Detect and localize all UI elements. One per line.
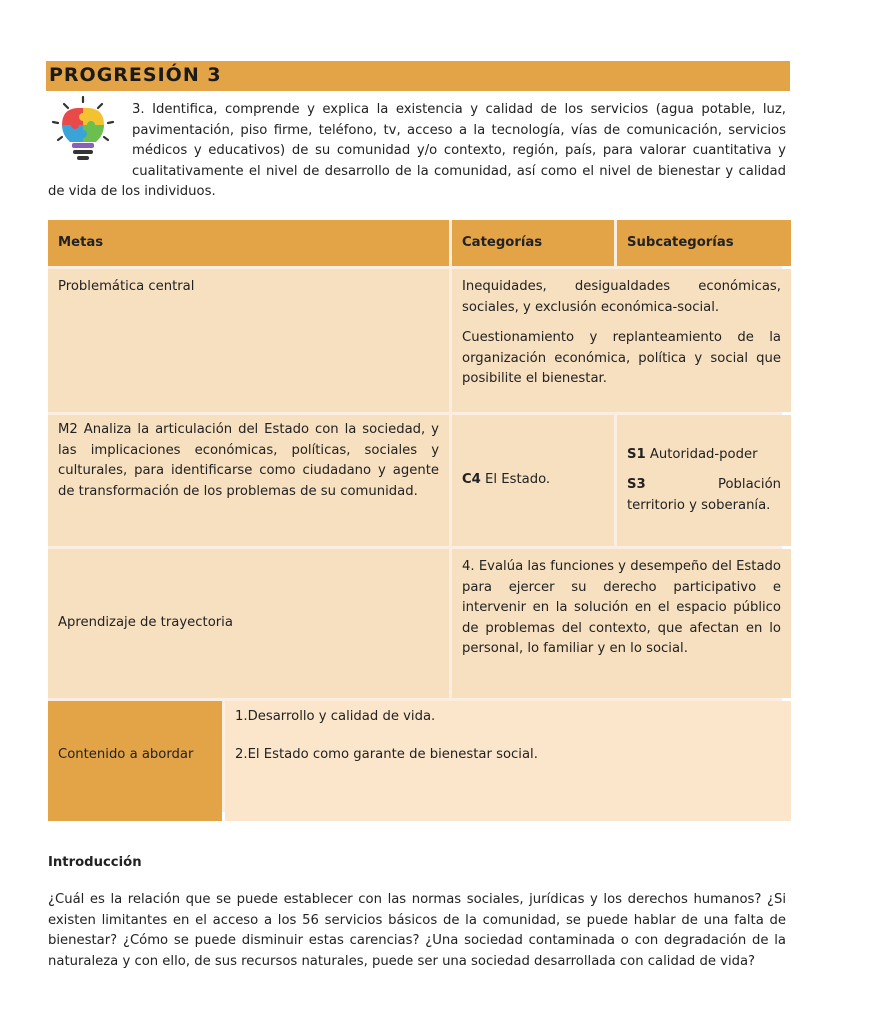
progression-table (48, 220, 782, 812)
aprendizaje-label: Aprendizaje de trayectoria (48, 549, 449, 698)
categoria-c4 (452, 415, 614, 546)
header-subcategorias: Subcategorías (617, 220, 791, 266)
contenido-item: 2.El Estado como garante de bienestar social. (235, 746, 538, 762)
introduccion-heading: Introducción (48, 855, 142, 870)
categoria-code: C4 (462, 472, 481, 488)
categoria-text: El Estado. (480, 472, 551, 488)
s3-code: S3 (627, 477, 646, 493)
progression-description: 3. Identifica, comprende y explica la existencia y calidad de los servicios (agua potable, luz, pavimentación, piso firme, teléfono, tv, acceso a la tecnología, vías de comunicación, servicios médicos y educativos) de su comunidad y/o contexto, región, país, para valorar cuantitativa y cualitativamente el nivel de desarrollo de la comunidad, así como el nivel de bienestar y calidad de vida de los individuos. (48, 102, 786, 200)
header-metas: Metas (48, 220, 449, 266)
meta-m2-text: M2 Analiza la articulación del Estado con la sociedad, y las implicaciones económicas, políticas, sociales y culturales, para identificarse como ciudadano y agente de transformación de los problemas de su comunidad. (48, 415, 449, 546)
subcategoria-s1 (627, 445, 781, 466)
problematica-central-text (452, 269, 791, 412)
contenido-item: 1.Desarrollo y calidad de vida. (235, 709, 436, 724)
header-categorias: Categorías (452, 220, 614, 266)
problematica-p2: Cuestionamiento y replanteamiento de la organización económica, política y social que posibilite el bienestar. (462, 330, 781, 387)
progression-title: PROGRESIÓN 3 (46, 61, 790, 91)
s3-word: Población (717, 477, 781, 493)
problematica-central-label: Problemática central (48, 269, 449, 412)
s1-text: Autoridad-poder (645, 446, 758, 462)
aprendizaje-text: 4. Evalúa las funciones y desempeño del Estado para ejercer su derecho participativo e intervenir en la solución en el espacio público de problemas del contexto, que afectan en lo personal, lo familiar y en lo social. (452, 549, 791, 698)
contenido-label: Contenido a abordar (48, 701, 222, 821)
s3-rest: territorio y soberanía. (627, 497, 771, 513)
s1-code: S1 (627, 446, 646, 462)
introduccion-body: ¿Cuál es la relación que se puede establecer con las normas sociales, jurídicas y los derechos humanos? ¿Si existen limitantes en el acceso a los 56 servicios básicos de la comunidad, se puede hablar de una falta de bienestar? ¿Cómo se puede disminuir estas carencias? ¿Una sociedad contaminada o con degradación de la naturaleza y con ello, de sus recursos naturales, puede ser una sociedad desarrollada con calidad de vida? (48, 892, 786, 969)
contenido-list (225, 701, 791, 821)
subcategorias-cell (617, 415, 791, 546)
problematica-p1: Inequidades, desigualdades económicas, sociales, y exclusión económica-social. (462, 279, 781, 315)
subcategoria-s3 (627, 475, 781, 496)
